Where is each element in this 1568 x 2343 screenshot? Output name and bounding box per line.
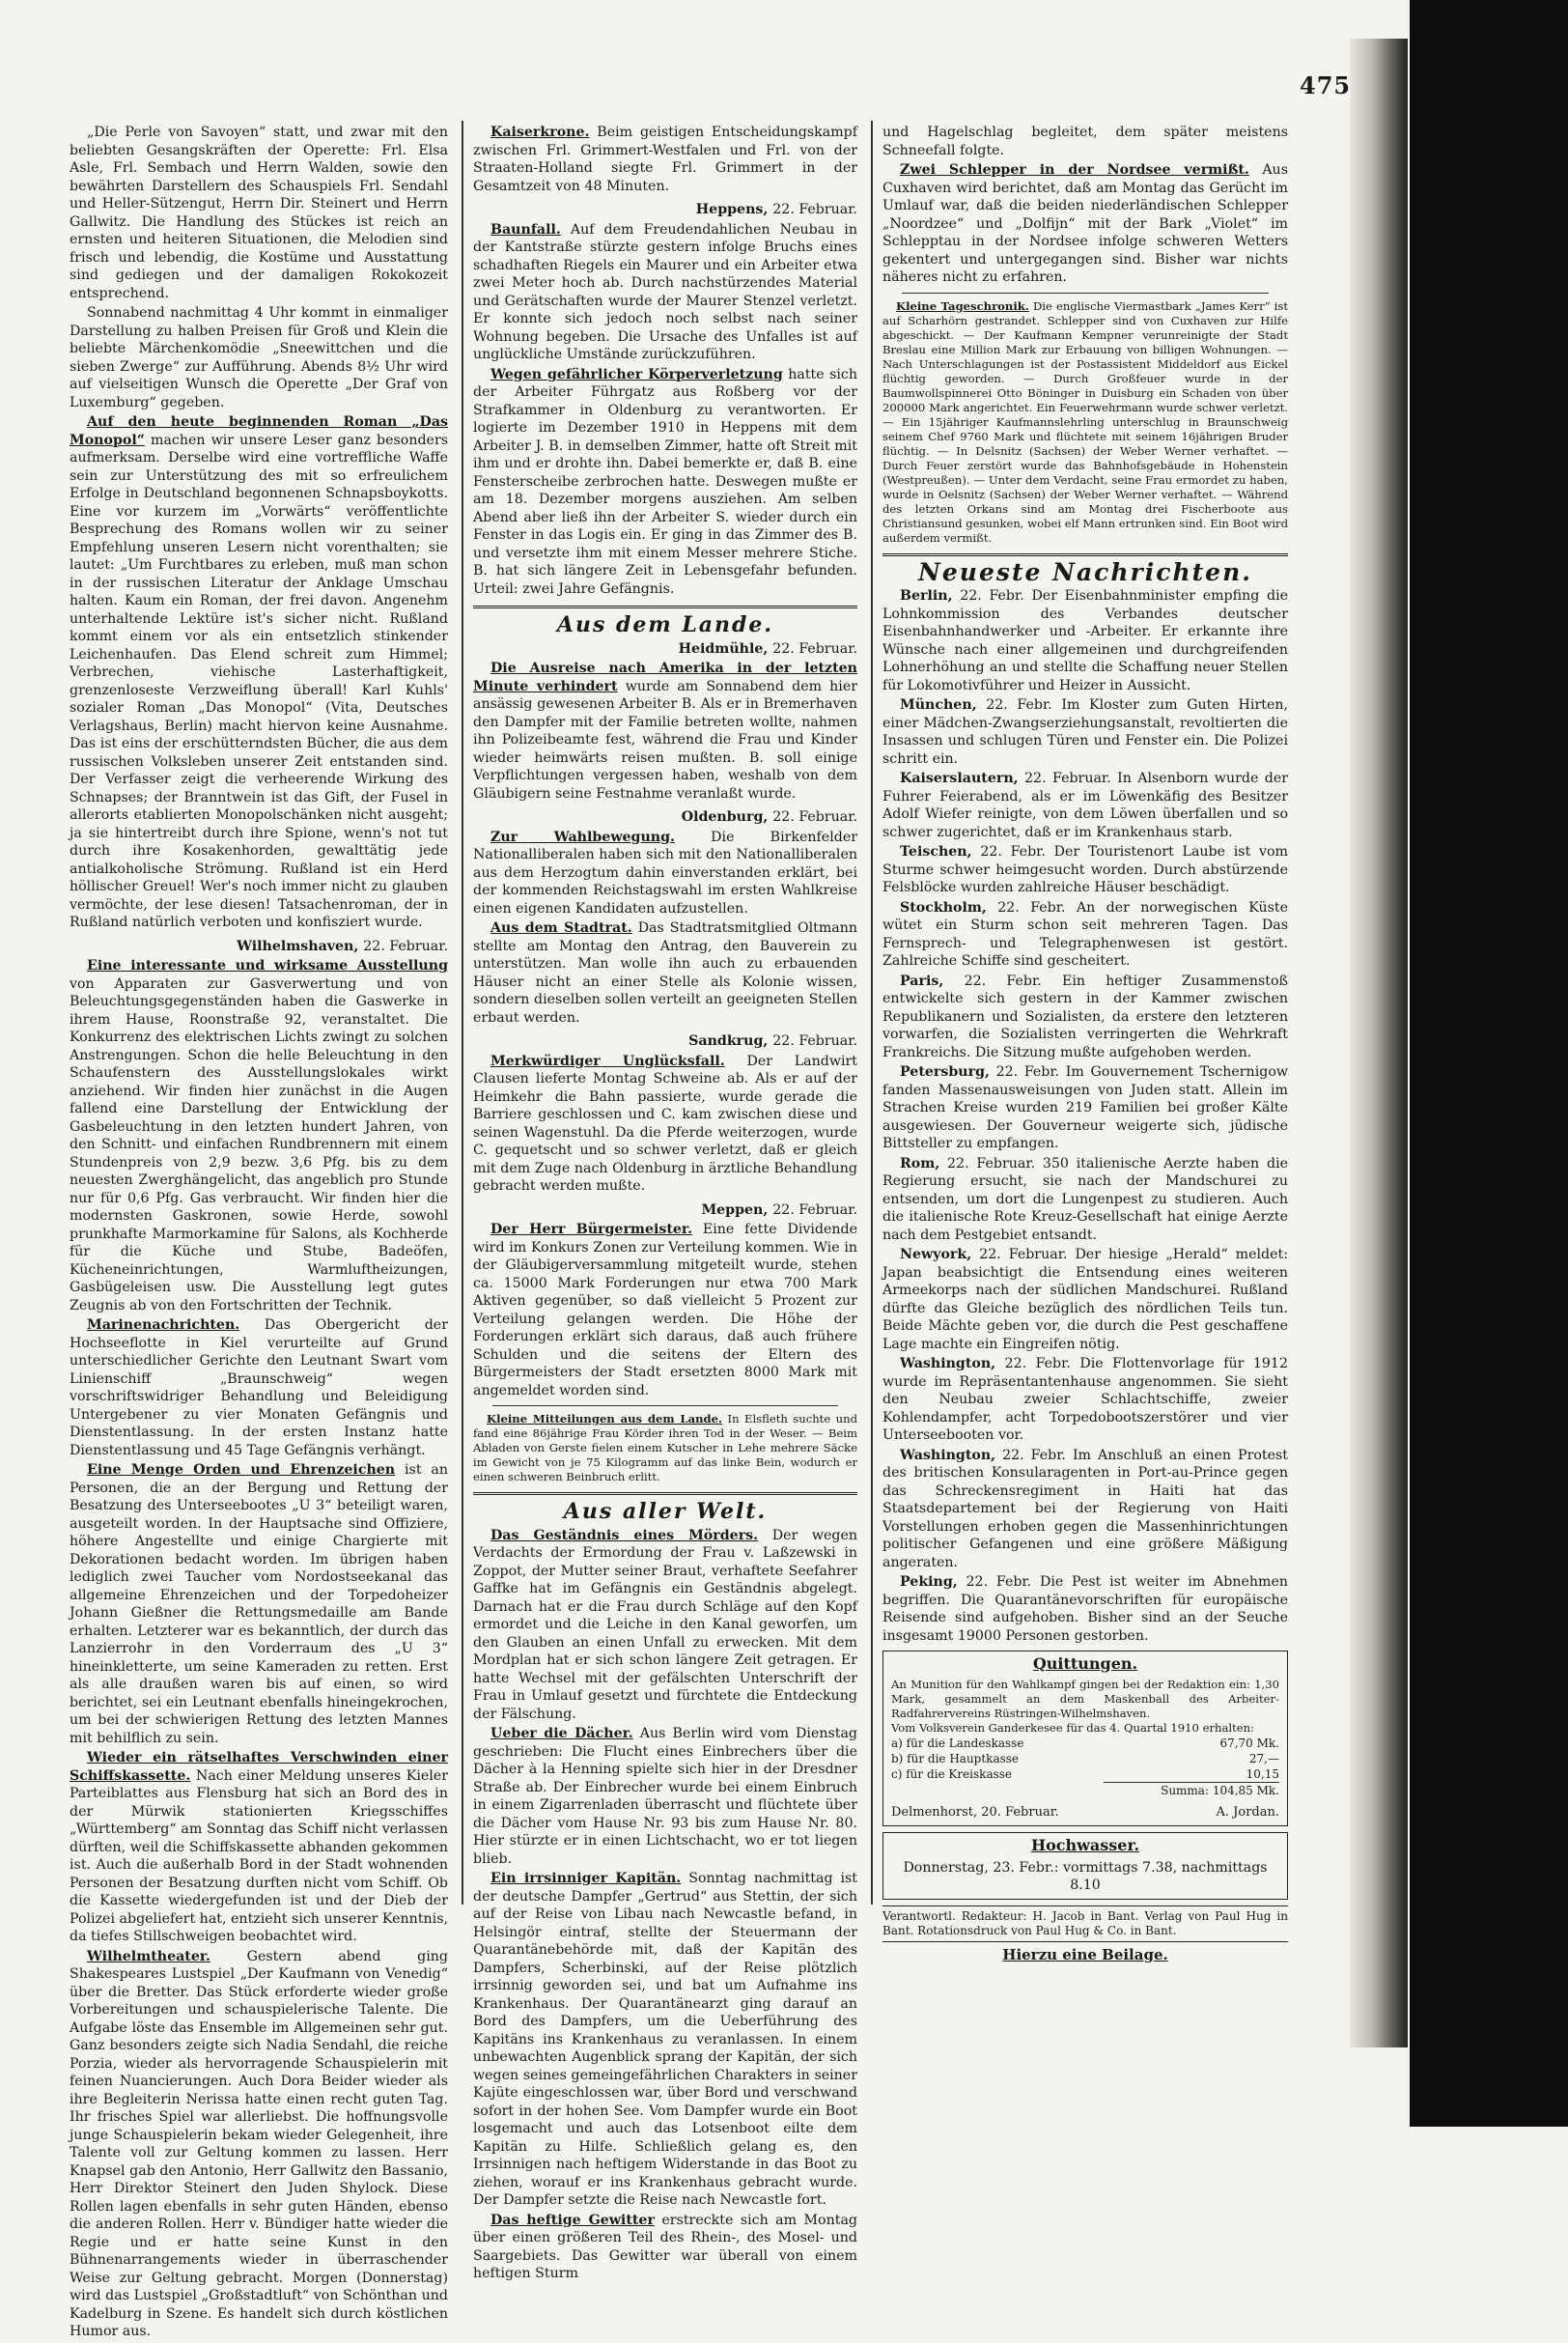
news-item — [882, 1246, 1288, 1353]
article-text: Das Obergericht der Hochseeflotte in Kiel verurteilte auf Grund unterschiedlicher Gerichte den Leutnant Swart vom Linienschiff „Braunschweig“ wegen vorschriftswidriger Behandlung und Beleidigung Untergebener zu vier Monaten Gefängnis und Dienstentlassung. In der ersten Instanz hatte Dienstentlassung und 45 Tage Gefängnis verhängt. — [70, 1317, 448, 1458]
news-date: 22. Febr. — [1002, 1447, 1066, 1463]
news-date: 22. Februar. — [979, 1247, 1068, 1262]
quittung-row — [891, 1751, 1279, 1766]
news-place: Kaiserslautern, — [900, 771, 1019, 786]
news-place: Rom, — [900, 1155, 940, 1172]
dateline — [473, 1032, 857, 1051]
dateline — [473, 640, 857, 659]
article-text: erstreckte sich am Montag über einen größeren Teil des Rhein-, des Mosel- und Saargebiets. Das Gewitter war überall von einem heftigen Sturm — [473, 2212, 857, 2281]
news-item — [882, 770, 1288, 841]
news-text: Im Kloster zum Guten Hirten, einer Mädchen-Zwangserziehungsanstalt, revoltierten die Insassen und schlugen Türen und Fenster ein. Die Polizei schritt ein. — [882, 697, 1288, 767]
news-place: Washington, — [900, 1356, 996, 1371]
news-date: 22. Febr. — [997, 899, 1066, 916]
paragraph: und Hagelschlag begleitet, dem später meistens Schneefall folgte. — [882, 125, 1288, 158]
article-heading: Die Ausreise nach Amerika in der letzten Minute verhindert — [473, 661, 857, 694]
news-place: Washington, — [900, 1447, 996, 1463]
section-heading: Aus dem Lande. — [556, 612, 774, 637]
article-heading: Marinenachrichten. — [87, 1317, 240, 1333]
hochwasser-title: Hochwasser. — [1030, 1836, 1140, 1854]
article — [473, 1221, 857, 1399]
article — [473, 660, 857, 803]
column-2 — [473, 124, 857, 2285]
dateline — [473, 201, 857, 219]
news-item — [882, 1573, 1288, 1645]
news-place: Berlin, — [900, 588, 953, 604]
news-item — [882, 587, 1288, 694]
dateline-place: Meppen, — [701, 1201, 769, 1218]
news-place: Peking, — [900, 1574, 958, 1590]
article — [70, 1948, 448, 2341]
quittung-row — [891, 1766, 1279, 1782]
news-date: 22. Febr. — [980, 844, 1046, 860]
news-item — [882, 696, 1288, 768]
article — [70, 957, 448, 1314]
article-heading: Ueber die Dächer. — [490, 1726, 633, 1741]
quittung-value: 27,— — [1248, 1751, 1279, 1765]
news-item — [882, 1355, 1288, 1445]
news-place: Stockholm, — [900, 899, 987, 916]
article-heading: Aus dem Stadtrat. — [490, 920, 632, 936]
article — [70, 1749, 448, 1946]
news-item — [882, 1447, 1288, 1572]
article-text: Der Landwirt Clausen lieferte Montag Schweine ab. Als er auf der Heimkehr die Bahn passierte, wurde gerade die Barriere geschlossen und C. kam zwischen diese und seinen Wagenstuhl. Da die Pferde weiterzogen, wurde C. gequetscht und so schwer verletzt, daß er gleich mit dem Zuge nach Oldenburg in ärztliche Behandlung gebracht werden mußte. — [473, 1053, 857, 1194]
article-text: machen wir unsere Leser ganz besonders aufmerksam. Derselbe wird eine vortreffliche Waffe sein zur Unterstützung des mit so erfreulichem Erfolge in Deutschland begonnenen Schnapsboykotts. Eine vor kurzem im „Vorwärts“ veröffentlichte Besprechung des Romans wollen wir zu seiner Empfehlung unseren Lesern nicht vorenthalten; sie lautet: „Um Furchtbares zu erleben, muß man schon in der russischen Literatur der Anklage Umschau halten. Kaum ein Roman, der frei davon. Angenehm unterhaltende Lektüre ist's sicher nicht. Rußland kommt einem vor als ein entsetzlich stinkender Leichenhaufen. Das Elend schreit zum Himmel; Verbrechen, viehische Lasterhaftigkeit, grenzenloseste Verzweiflung überall! Karl Kuhls' sozialer Roman „Das Monopol“ (Vita, Deutsches Verlagshaus, Berlin) macht hiervon keine Ausnahme. Das ist eins der erschütterndsten Bücher, die aus dem russischen Volksleben unserer Zeit entstanden sind. Der Verfasser zeigt die verheerende Wirkung des Schnapses; der Branntwein ist das Gift, der Fusel in allerorts etablierten Monopolschänken nicht ausgeht; ja sie hintertreibt durch ihre Spione, wenn's not tut durch ihre Kosakenhorden, gewalttätig jede antialkoholische Strömung. Rußland ist ein Herd höllischer Greuel! Wer's noch immer nicht zu glauben vermöchte, der lese diesen! Tatsachenroman, der in Rußland natürlich verboten und konfisziert wurde. — [70, 432, 449, 930]
article-text: ist an Personen, die an der Bergung und Rettung der Besatzung des Unterseebootes „U 3“ beteiligt waren, ausgeteilt worden. In der Hauptsache sind Offiziere, höhere Angestellte und einige Chargierte mit Dekorationen bedacht worden. Im übrigen haben lediglich zwei Taucher vom Nordostseekanal das allgemeine Ehrenzeichen und der Torpedoheizer Johann Gießner die Rettungsmedaille am Bande erhalten. Letzterer war es bekanntlich, der durch das Lanzierrohr in den Vorderraum des „U 3“ hineinkletterte, um seine Kameraden zu retten. Erst als alle draußen waren bis auf einen, so wird berichtet, sei ein Leutnant ebenfalls hineingekrochen, um bei der schwierigen Rettung des letzten Mannes mit behilflich zu sein. — [70, 1462, 448, 1746]
article-text: wurde am Sonnabend dem hier ansässig gewesenen Arbeiter B. Als er in Bremerhaven den Dampfer mit der Familie betreten wollte, nahmen ihn Polizeibeamte fest, während die Frau und Kinder wieder heimwärts reisen mußten. B. soll einige Verpflichtungen vergessen haben, weshalb von dem Gläubigern seine Festnahme veranlaßt wurde. — [473, 678, 858, 802]
news-date: 22. Februar. — [947, 1155, 1036, 1172]
small-notices — [473, 1412, 857, 1484]
news-item — [882, 973, 1288, 1062]
small-notices — [882, 299, 1288, 546]
quittung-name: A. Jordan. — [1216, 1804, 1279, 1820]
dateline-place: Heppens, — [695, 202, 769, 217]
article-text: Gestern abend ging Shakespeares Lustspiel „Der Kaufmann von Venedig“ über die Bretter. Das Stück erforderte wieder große Vorbereitungen und schauspielerische Talente. Die Aufgabe löste das Ensemble im Allgemeinen sehr gut. Ganz besonders zeigte sich Nadia Sendahl, die reiche Porzia, wieder als hervorragende Schauspielerin mit feinen Nuancierungen. Auch Dora Beider wieder als ihre Begleiterin Nerissa hatte einen recht guten Tag. Ihr frisches Spiel war allerliebst. Die hoffnungsvolle junge Schauspielerin bekam wieder Gelegenheit, ihre Talente voll zur Geltung kommen zu lassen. Herr Knapsel gab den Antonio, Herr Gallwitz den Bassanio, Herr Direktor Steinert den Juden Shylock. Diese Rollen lagen ebenfalls in sehr guten Händen, ebenso die anderen Rollen. Herr v. Bündiger hatte wieder die Regie und er hatte seine Kunst in den Bühnenarrangements wieder in überraschender Weise zur Geltung gebracht. Morgen (Donnerstag) wird das Lustspiel „Großstadtluft“ von Schönthan und Kadelburg in Szene. Es handelt sich durch köstlichen Humor aus. — [70, 1948, 448, 2339]
article-text: von Apparaten zur Gasverwertung und von Beleuchtungsgegenständen haben die Gaswerke in ihrem Hause, Roonstraße 92, veranstaltet. Die Konkurrenz des elektrischen Lichts zwingt zu solchen Anstrengungen. Schon die helle Beleuchtung in den Schaufenstern des Ausstellungslokales wirkt anziehend. Wir finden hier zunächst in die Augen fallend eine Darstellung der Entwicklung der Gasbeleuchtung in den letzten hundert Jahren, von den Schnitt- und einfachen Rundbrennern mit einem Stundenpreis von 2,9 bezw. 3,6 Pfg. bis zu dem neuesten Zwerghängelicht, das angeblich pro Stunde nur für 0,6 Pfg. Gas verbraucht. Wir finden hier die modernsten Gaskronen, sowie Herde, sowohl prunkhafte Marmorkamine für Salons, als Kochherde für die Küche und Stube, Badeöfen, Kücheneinrichtungen, Warmluftheizungen, Gasbügeleisen usw. Die Ausstellung legt gutes Zeugnis ab von den Fortschritten der Technik. — [70, 975, 448, 1313]
quittung-label: b) für die Hauptkasse — [891, 1751, 1020, 1765]
article-text: Die englische Viermastbark „James Kerr“ ist auf Scharhörn gestrandet. Schlepper sind von Cuxhaven zur Hilfe abgeschickt. — Der Kaufmann Kempner verunreinigte der Stadt Breslau eine Million Mark zur Erbauung von billigen Wohnungen. — Nach Unterschlagungen ist der Postassistent Middeldorf aus Eickel flüchtig geworden. — Durch Großfeuer wurde in der Baumwollspinnerei Otto Böninger in Duisburg ein Schaden von über 200000 Mark angerichtet. Ein Feuerwehrmann wurde schwer verletzt. — Ein 15jähriger Kaufmannslehrling unterschlug in Braunschweig seinem Chef 9760 Mark und flüchtete mit seinem 16jährigen Bruder flüchtig. — In Delsnitz (Sachsen) der Weber Werner verhaftet. — Durch Feuer zerstört wurde das Bahnhofsgebäude in Hohenstein (Westpreußen). — Unter dem Verdacht, seine Frau ermordet zu haben, wurde in Oelsnitz (Sachsen) der Weber Werner verhaftet. — Während des letzten Orkans sind am Montag drei Fischerboote aus Christiansund gesunken, wobei elf Mann ertrunken sind. Ein Boot wird außerdem vermißt. — [882, 298, 1289, 545]
quittung-label: c) für die Kreiskasse — [891, 1766, 1013, 1781]
beilage-note: Hierzu eine Beilage. — [1002, 1945, 1168, 1963]
quittung-sum-row — [1104, 1782, 1279, 1798]
news-text: Der Touristenort Laube ist vom Sturme schwer heimgesucht worden. Durch abstürzende Felsblöcke wurden zahlreiche Häuser beschädigt. — [882, 844, 1288, 895]
dateline-place: Sandkrug, — [688, 1033, 769, 1049]
quittungen-box — [882, 1651, 1288, 1826]
news-text: In Alsenborn wurde der Fuhrer Feierabend, als er im Löwenkäfig des Besitzer Adolf Wiefer reinigte, von dem Löwen überfallen und so schwer zugerichtet, daß er im Krankenhaus starb. — [882, 771, 1289, 840]
news-place: Paris, — [900, 973, 944, 989]
dateline-date: 22. Februar. — [772, 202, 857, 217]
dateline-date: 22. Februar. — [363, 938, 448, 954]
dateline-date: 22. Februar. — [772, 640, 857, 657]
news-date: 22. Febr. — [966, 1574, 1032, 1590]
article-text: hatte sich der Arbeiter Führgatz aus Roßberg vor der Strafkammer in Oldenburg zu verantworten. Er logierte im Dezember 1910 in Heppens mit dem Arbeiter J. B. in demselben Zimmer, hatte oft Streit mit ihm und er drohte ihn. Dabei bemerkte er, daß B. eine Fensterscheibe zerbrochen hatte. Deswegen mußte er am 18. Dezember morgens ausziehen. Am selben Abend aber ließ ihn der Arbeiter S. wieder durch ein Fenster in das Logis ein. Er ging in das Zimmer des B. und versetzte ihm mit einem Messer mehrere Stiche. B. hat sich längere Zeit in Lebensgefahr befunden. Urteil: zwei Jahre Gefängnis. — [473, 366, 857, 597]
news-date: 22. Febr. — [964, 973, 1042, 989]
news-item — [882, 1063, 1288, 1153]
imprint: Verantwortl. Redakteur: H. Jacob in Bant. Verlag von Paul Hug in Bant. Rotationsdruck von Paul Hug & Co. in Bant. — [882, 1905, 1288, 1942]
column-rule — [871, 121, 873, 1905]
news-date: 22. Febr. — [1004, 1356, 1071, 1371]
article-text: Beim geistigen Entscheidungskampf zwischen Frl. Grimmert-Westfalen und Frl. von der Straaten-Holland siegte Frl. Grimmert in der Gesamtzeit von 48 Minuten. — [473, 125, 857, 194]
article-heading: Auf den heute beginnenden Roman „Das Monopol“ — [70, 414, 448, 448]
news-date: 22. Februar. — [1024, 771, 1111, 786]
article — [473, 829, 857, 918]
quittung-place: Delmenhorst, 20. Februar. — [891, 1804, 1059, 1820]
column-3 — [882, 124, 1288, 1963]
divider — [902, 293, 1269, 294]
article — [70, 1461, 448, 1747]
article — [473, 221, 857, 364]
section-divider — [473, 1492, 857, 1495]
quittung-value: 10,15 — [1246, 1766, 1279, 1781]
article-text: Die Birkenfelder Nationalliberalen haben sich mit den Nationalliberalen aus dem Herzogtum dahin einverstanden erklärt, bei der kommenden Reichstagswahl im ersten Wahlkreise einen eigenen Kandidaten aufzustellen. — [473, 829, 857, 917]
news-text: Die Flottenvorlage für 1912 wurde im Repräsentantenhause angenommen. Sie sieht den Neubau zweier Schlachtschiffe, zweier Kohlendampfer, acht Torpedobootszerstörer und vier Unterseebooten vor. — [882, 1356, 1288, 1443]
news-text: Ein heftiger Zusammenstoß entwickelte sich gestern in der Kammer zwischen Republikanern und Sozialisten, da erstere den letzteren vorwarfen, die Sozialisten verringerten die Wehrkraft Frankreichs. Die Sitzung mußte aufgehoben werden. — [882, 973, 1289, 1060]
quittung-row — [891, 1736, 1279, 1751]
news-place: München, — [900, 697, 977, 713]
dateline-place: Heidmühle, — [678, 640, 769, 657]
article — [882, 299, 1288, 546]
article-heading: Kleine Mitteilungen aus dem Lande. — [487, 1412, 723, 1426]
article — [882, 161, 1288, 287]
article-heading: Zwei Schlepper in der Nordsee vermißt. — [900, 162, 1249, 178]
paragraph: „Die Perle von Savoyen“ statt, und zwar mit den beliebten Gesangskräften der Operette: Frl. Elsa Asle, Frl. Sembach und Herrn Walden, sowie den bewährten Darstellern des Schauspiels Frl. Sendahl und Heller-Sützengut, Herrn Dir. Steinert und Herrn Gallwitz. Die Handlung des Stückes ist reich an ernsten und heiteren Situationen, die Melodien sind frisch und lebendig, die Kostüme und Ausstattung sind gediegen und der damaligen Rokokozeit entsprechend. — [70, 125, 448, 301]
article-text: Eine fette Dividende wird im Konkurs Zonen zur Verteilung kommen. Wie in der Gläubigerversammlung mitgeteilt wurde, stehen ca. 15000 Mark Forderungen nur etwa 700 Mark Aktiven gegenüber, so daß vielleicht 5 Prozent zur Verteilung gelangen werden. Die Höhe der Forderungen erklärt sich daraus, daß auch frühere Schulden und die seitens der Eltern des Bürgermeisters der Stadt ersetzten 8000 Mark mit angemeldet worden sind. — [473, 1222, 858, 1398]
news-text: 350 italienische Aerzte haben die Regierung ersucht, sie nach der Mandschurei zu entsenden, um dort die Lungenpest zu studieren. Auch die italienische Rote Kreuz-Gesellschaft hat einige Aerzte nach dem Pestgebiet entsandt. — [882, 1155, 1288, 1243]
article-heading: Kleine Tageschronik. — [896, 298, 1029, 313]
article — [70, 413, 448, 932]
quittung-sum: Summa: 104,85 Mk. — [1161, 1783, 1279, 1797]
article-heading: Das Geständnis eines Mörders. — [490, 1527, 759, 1543]
quittung-signature — [891, 1804, 1279, 1822]
paragraph: Sonnabend nachmittag 4 Uhr kommt in einmaliger Darstellung zu halben Preisen für Groß und Klein die beliebte Märchenkomödie „Sneewittchen und die sieben Zwerge“ zur Aufführung. Abends 8½ Uhr wird auf vielseitigen Wunsch die Operette „Der Graf von Luxemburg“ gegeben. — [70, 305, 448, 410]
section-heading: Neueste Nachrichten. — [918, 557, 1252, 586]
article-heading: Merkwürdiger Unglücksfall. — [490, 1053, 725, 1069]
page-edge-dark — [1410, 0, 1568, 2127]
article-text: Aus Berlin wird vom Dienstag geschrieben: Die Flucht eines Einbrechers über die Dächer à la Henning spielte sich hier in der Dresdner Straße ab. Der Einbrecher wurde bei einem Einbruch in einem Zigarrenladen überrascht und flüchtete über die Dächer vom Hause Nr. 93 bis zum Hause Nr. 80. Hier stürzte er in einen Lichtschacht, wo er tot liegen blieb. — [473, 1726, 858, 1867]
column-1 — [70, 124, 448, 2343]
article-text: Auf dem Freudendahlichen Neubau in der Kantstraße stürzte gestern infolge Bruchs eines schadhaften Riegels ein Maurer und ein Arbeiter etwa zwei Meter hoch ab. Durch nachstürzendes Material und Gerätschaften wurde der Maurer Stenzel verletzt. Er konnte sich jedoch noch selbst nach seiner Wohnung begeben. Die Ursache des Unfalles ist auf unglückliche Umstände zurückzuführen. — [473, 221, 857, 362]
quittungen-title: Quittungen. — [1032, 1654, 1138, 1673]
article-heading: Das heftige Gewitter — [490, 2212, 655, 2228]
article — [473, 1053, 857, 1196]
article — [473, 1412, 857, 1484]
news-item — [882, 899, 1288, 971]
dateline-date: 22. Februar. — [772, 1201, 857, 1218]
news-date: 22. Febr. — [986, 697, 1052, 713]
dateline-place: Wilhelmshaven, — [237, 938, 359, 954]
book-binding — [1350, 39, 1408, 2047]
article-heading: Wilhelmtheater. — [87, 1948, 210, 1964]
section-divider — [882, 553, 1288, 556]
article-text: Nach einer Meldung unseres Kieler Parteiblattes aus Flensburg hat sich an Bord des in der Mürwik stationierten Kriegsschiffes „Württemberg“ am Sonntag das Schiff nicht verlassen dürften, weil die Schiffskassette abhanden gekommen ist. Auch die außerhalb Bord in der Stadt wohnenden Personen der Besatzung durften nicht vom Schiff. Ob die Kassette wiedergefunden ist und der Dieb der Polizei abgeliefert hat, entzieht sich unserer Kenntnis, da tiefes Stillschweigen beobachtet wird. — [70, 1767, 448, 1944]
news-place: Newyork, — [900, 1247, 972, 1262]
article-text: Aus Cuxhaven wird berichtet, daß am Montag das Gerücht im Umlauf war, daß die beiden niederländischen Schlepper „Noordzee“ und „Dolfijn“ mit der Bark „Violet“ im Schlepptau in der Nordsee infolge schweren Wetters gekentert und untergegangen sind. Bisher war nichts näheres nicht zu erfahren. — [882, 162, 1288, 285]
dateline-date: 22. Februar. — [772, 1033, 857, 1049]
article-heading: Baunfall. — [490, 221, 561, 238]
quittung-label: a) für die Landeskasse — [891, 1736, 1024, 1750]
section-divider — [473, 606, 857, 608]
news-date: 22. Febr. — [995, 1064, 1060, 1080]
article-heading: Eine Menge Orden und Ehrenzeichen — [87, 1462, 396, 1478]
dateline — [70, 938, 448, 956]
news-text: Im Gouvernement Tschernigow fanden Massenausweisungen von Juden statt. Allein im Strachen Kreise wurden 219 Familien bei großer Kälte ausgewiesen. Der Gouverneur weigerte sich, jüdische Bittsteller zu empfangen. — [882, 1064, 1288, 1151]
dateline — [473, 1201, 857, 1220]
column-rule — [462, 121, 463, 1905]
quittungen-verein: Vom Volksverein Ganderkesee für das 4. Quartal 1910 erhalten: — [891, 1720, 1254, 1735]
article-text: Sonntag nachmittag ist der deutsche Dampfer „Gertrud“ aus Stettin, der sich auf der Reise von Libau nach Newcastle befand, in Helsingör eintraf, stellte der Steuermann der Quarantänebehörde mit, daß der Kapitän des Dampfers, Scherbinski, auf der Reise plötzlich irrsinnig geworden sei, und bat um Aufnahme ins Krankenhaus. Der Quarantänearzt ging darauf an Bord des Dampfers, um die Ueberführung des Kapitäns ins Krankenhaus zu veranlassen. In einem unbewachten Augenblick sprang der Kapitän, der sich wegen seines gemeingefährlichen Charakters in seiner Kajüte eingeschlossen war, über Bord und verschwand sofort in der hohen See. Vom Dampfer wurde ein Boot losgemacht und auch das Lotsenboot eilte dem Kapitän zu Hilfe. Schließlich gelang es, den Irrsinnigen nach heftigem Widerstande in das Boot zu ziehen, worauf er ins Krankenhaus gebracht wurde. Der Dampfer setzte die Reise nach Newcastle fort. — [473, 1871, 858, 2208]
article — [70, 1316, 448, 1459]
article-text: In Elsfleth suchte und fand eine 86jährige Frau Körder ihren Tod in der Weser. — Beim Abladen von Gerste fielen einem Kutscher in Lehe mehrere Säcke im Gewicht von je 75 Kilogramm auf das linke Bein, wodurch er einen schweren Beinbruch erlitt. — [473, 1412, 858, 1483]
news-text: Im Anschluß an einen Protest des britischen Konsularagenten in Port-au-Prince gegen das Schreckensregiment in Haiti hat das Staatsdepartement bei der Regierung von Haiti Vorstellungen erhoben gegen die Massenhinrichtungen politischer Gefangenen und eine größere Mäßigung angeraten. — [882, 1447, 1289, 1570]
hochwasser-text: Donnerstag, 23. Febr.: vormittags 7.38, nachmittags 8.10 — [903, 1859, 1268, 1893]
article-heading: Zur Wahlbewegung. — [490, 829, 675, 845]
article-heading: Ein irrsinniger Kapitän. — [490, 1871, 682, 1886]
quittung-value: 67,70 Mk. — [1219, 1736, 1279, 1750]
article — [473, 124, 857, 195]
article-heading: Kaiserkrone. — [490, 125, 590, 140]
article-heading: Eine interessante und wirksame Ausstellung — [87, 958, 448, 974]
divider — [492, 1405, 838, 1406]
page-number: 475 — [1300, 71, 1352, 99]
news-text: Der Eisenbahnminister empfing die Lohnkommission des Verbandes deutscher Eisenbahnhandwerker und -Arbeiter. Er erkannte ihre Wünsche nach einer allgemeinen und durchgreifenden Lohnerhöhung an und stellte die Schaffung neuer Stellen für Lokomotivführer und Heizer in Aussicht. — [882, 588, 1289, 693]
article-text: Der wegen Verdachts der Ermordung der Frau v. Laßzewski in Zoppot, der Mutter seiner Braut, verhaftete Seefahrer Gaffke hat im Gefängnis ein Geständnis abgelegt. Darnach hat er die Frau durch Schläge auf den Kopf ermordet und die Leiche in den Kanal geworfen, um den Glauben an einen Unfall zu erwecken. Mit dem Mordplan hat er sich schon längere Zeit getragen. Er hatte Wechsel mit der gefälschten Unterschrift der Frau in Umlauf gesetzt und fürchtete die Entdeckung der Fälschung. — [473, 1527, 858, 1722]
article — [473, 2212, 857, 2283]
article-heading: Wegen gefährlicher Körperverletzung — [490, 366, 783, 382]
article-text: Das Stadtratsmitglied Oltmann stellte am Montag den Antrag, den Bauverein zu unterstützen. Man wolle ihn auch zu erbauenden Häuser nicht an einer Stelle als Kolonie wissen, sondern dieselben sollen verteilt an geeigneten Stellen erbaut werden. — [473, 920, 858, 1026]
news-text: Die Pest ist weiter im Abnehmen begriffen. Die Quarantänevorschriften für europäische Reisende sind aufgehoben. Bisher sind an der Seuche insgesamt 19000 Personen gestorben. — [882, 1574, 1288, 1644]
article — [473, 919, 857, 1027]
dateline — [473, 808, 857, 827]
article-heading: Wieder ein rätselhaftes Verschwinden einer Schiffskassette. — [70, 1750, 448, 1784]
news-place: Teischen, — [900, 844, 972, 860]
news-text: Der hiesige „Herald“ meldet: Japan beabsichtigt die Entsendung eines weiteren Armeekorps nach der südlichen Mandschurei. Rußland dürfte das Gleiche bezüglich des nördlichen Teils tun. Beide Mächte geben vor, die durch die Pest geschaffene Lage machte ein Eingreifen nötig. — [882, 1247, 1288, 1352]
article — [473, 366, 857, 599]
hochwasser-box — [882, 1832, 1288, 1900]
news-text: An der norwegischen Küste wütet ein Sturm schon seit mehreren Tagen. Das Fernsprech- und Telegraphenwesen ist gestört. Zahlreiche Schiffe sind gescheitert. — [882, 899, 1288, 969]
dateline-date: 22. Februar. — [772, 809, 857, 825]
dateline-place: Oldenburg, — [681, 809, 769, 825]
article — [473, 1725, 857, 1868]
quittungen-intro: An Munition für den Wahlkampf gingen bei der Redaktion ein: 1,30 Mark, gesammelt an dem Maskenball des Arbeiter-Radfahrervereins Rüstringen-Wilhelmshaven. — [891, 1677, 1279, 1720]
news-item — [882, 1155, 1288, 1245]
article — [473, 1870, 857, 2210]
news-place: Petersburg, — [900, 1064, 990, 1080]
news-item — [882, 843, 1288, 897]
section-heading: Aus aller Welt. — [563, 1499, 768, 1524]
article-heading: Der Herr Bürgermeister. — [490, 1222, 693, 1237]
article — [473, 1527, 857, 1724]
news-date: 22. Febr. — [960, 588, 1024, 604]
